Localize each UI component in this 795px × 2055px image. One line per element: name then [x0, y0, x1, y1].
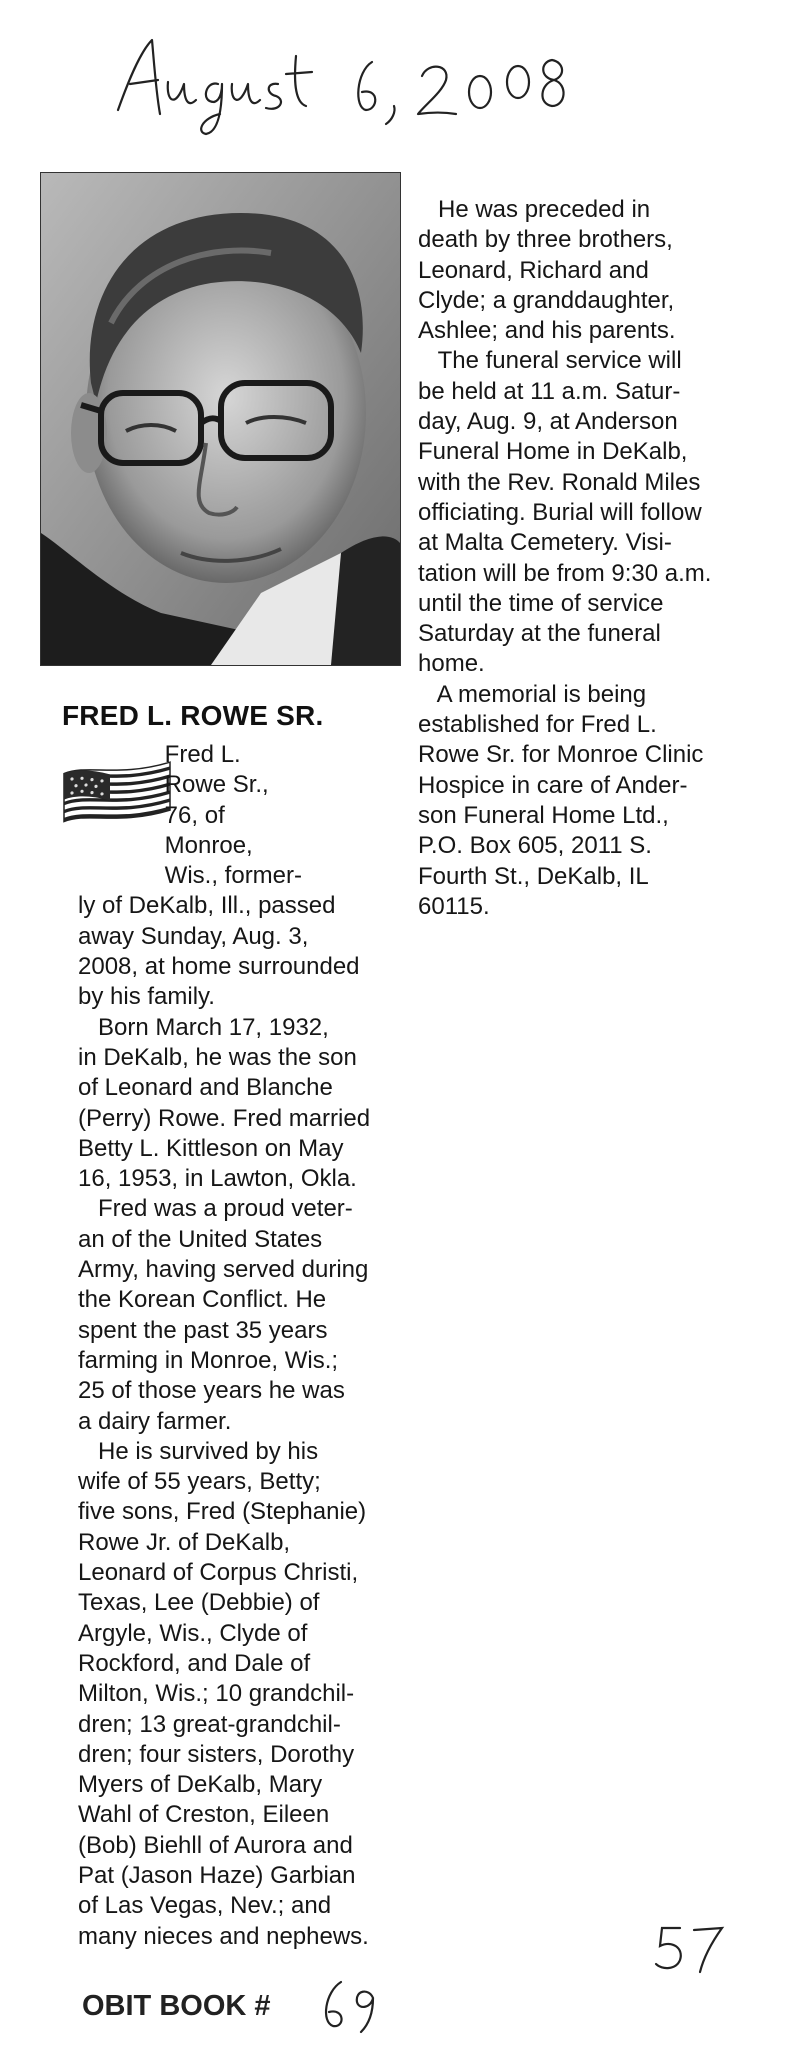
left-column-line: ly of DeKalb, Ill., passed: [78, 892, 336, 920]
obituary-right-column: [418, 195, 711, 922]
left-column-line: Pat (Jason Haze) Garbian: [78, 1861, 356, 1889]
right-column-line: Leonard, Richard and: [418, 256, 649, 284]
left-column-line: Betty L. Kittleson on May: [78, 1134, 344, 1162]
left-column-line: Wis., former-: [78, 862, 303, 890]
left-column-line: spent the past 35 years: [78, 1316, 328, 1344]
right-column-line: Ashlee; and his parents.: [418, 317, 676, 345]
right-column-line: Clyde; a granddaughter,: [418, 286, 675, 314]
right-column-line: He was preceded in: [418, 196, 651, 223]
left-column-line: many nieces and nephews.: [78, 1922, 369, 1950]
left-column-line: in DeKalb, he was the son: [78, 1043, 357, 1071]
left-column-line: Fred was a proud veter-: [78, 1195, 353, 1223]
right-column-line: until the time of service: [418, 589, 664, 617]
left-column-line: (Bob) Biehll of Aurora and: [78, 1831, 353, 1859]
left-column-line: Argyle, Wis., Clyde of: [78, 1619, 308, 1647]
left-column-line: He is survived by his: [78, 1437, 319, 1465]
left-column-line: an of the United States: [78, 1225, 323, 1253]
right-column-line: death by three brothers,: [418, 226, 673, 254]
left-column-line: a dairy farmer.: [78, 1407, 232, 1435]
right-column-line: Funeral Home in DeKalb,: [418, 438, 688, 466]
right-column-line: Rowe Sr. for Monroe Clinic: [418, 741, 704, 769]
left-column-line: Fred L.: [78, 741, 241, 768]
right-column-line: Saturday at the funeral: [418, 620, 661, 648]
left-column-line: 76, of: [78, 801, 225, 829]
left-column-line: dren; 13 great-grandchil-: [78, 1710, 341, 1738]
right-column-line: home.: [418, 650, 485, 678]
left-column-line: farming in Monroe, Wis.;: [78, 1346, 339, 1374]
left-column-line: 2008, at home surrounded: [78, 953, 360, 981]
right-column-line: son Funeral Home Ltd.,: [418, 801, 669, 829]
left-column-line: Myers of DeKalb, Mary: [78, 1771, 323, 1799]
obituary-left-column: [78, 740, 370, 1952]
right-column-line: A memorial is being: [418, 680, 647, 708]
left-column-line: of Leonard and Blanche: [78, 1074, 333, 1102]
left-column-line: dren; four sisters, Dorothy: [78, 1740, 355, 1768]
left-column-line: Rowe Jr. of DeKalb,: [78, 1528, 291, 1556]
left-column-line: the Korean Conflict. He: [78, 1286, 327, 1314]
left-column-line: Army, having served during: [78, 1256, 369, 1284]
obit-book-label: OBIT BOOK #: [82, 1990, 271, 2022]
obituary-name-heading: FRED L. ROWE SR.: [62, 700, 324, 731]
right-column-line: at Malta Cemetery. Visi-: [418, 529, 672, 557]
right-column-line: with the Rev. Ronald Miles: [418, 468, 701, 496]
right-column-line: tation will be from 9:30 a.m.: [418, 559, 712, 587]
handwritten-obit-number: [315, 1976, 385, 2036]
left-column-line: Wahl of Creston, Eileen: [78, 1801, 330, 1829]
handwritten-date: [110, 22, 580, 142]
left-column-line: Rockford, and Dale of: [78, 1649, 311, 1677]
right-column-line: Fourth St., DeKalb, IL: [418, 862, 649, 890]
right-column-line: The funeral service will: [418, 347, 682, 375]
left-column-line: away Sunday, Aug. 3,: [78, 922, 309, 950]
right-column-line: established for Fred L.: [418, 711, 657, 739]
right-column-line: be held at 11 a.m. Satur-: [418, 377, 681, 405]
right-column-line: P.O. Box 605, 2011 S.: [418, 832, 652, 860]
right-column-line: Hospice in care of Ander-: [418, 771, 688, 799]
right-column-line: officiating. Burial will follow: [418, 498, 702, 526]
right-column-line: day, Aug. 9, at Anderson: [418, 408, 678, 436]
left-column-line: Rowe Sr.,: [78, 771, 269, 799]
left-column-line: Milton, Wis.; 10 grandchil-: [78, 1680, 355, 1708]
left-column-line: Monroe,: [78, 831, 253, 859]
left-column-line: 25 of those years he was: [78, 1377, 345, 1405]
handwritten-page-number: [650, 1918, 730, 1978]
left-column-line: by his family.: [78, 983, 215, 1011]
left-column-line: (Perry) Rowe. Fred married: [78, 1104, 371, 1132]
left-column-line: five sons, Fred (Stephanie): [78, 1498, 367, 1526]
left-column-line: of Las Vegas, Nev.; and: [78, 1892, 332, 1920]
left-column-line: Born March 17, 1932,: [78, 1013, 329, 1041]
left-column-line: wife of 55 years, Betty;: [78, 1468, 321, 1496]
left-column-line: Leonard of Corpus Christi,: [78, 1559, 359, 1587]
left-column-line: Texas, Lee (Debbie) of: [78, 1589, 320, 1617]
right-column-line: 60115.: [418, 892, 490, 920]
left-column-line: 16, 1953, in Lawton, Okla.: [78, 1165, 357, 1193]
portrait-photo: [40, 172, 401, 666]
